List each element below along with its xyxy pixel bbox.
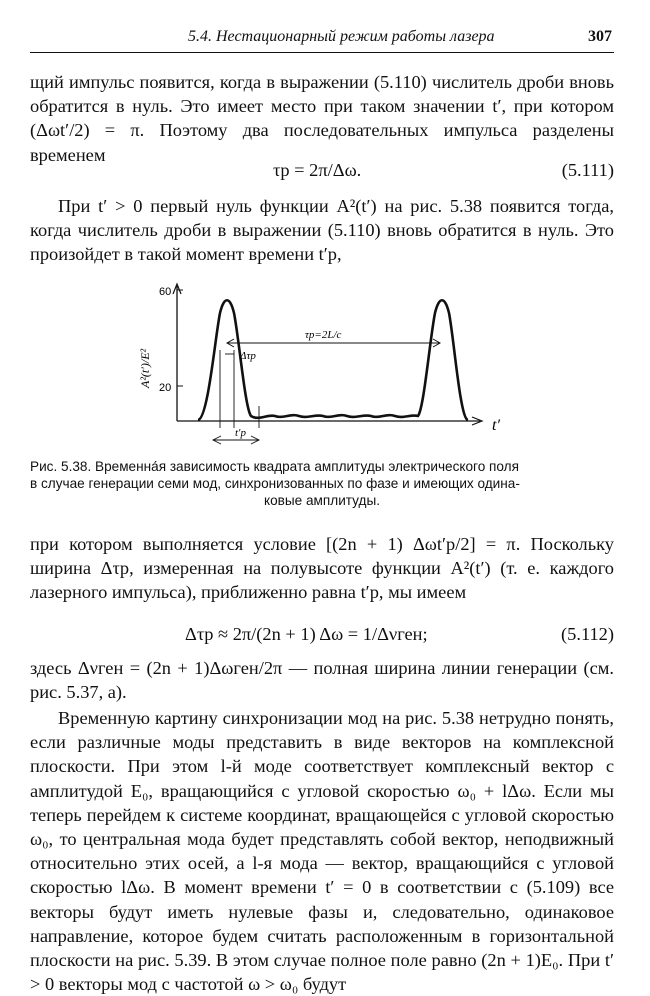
tp-label: t′p: [235, 427, 246, 439]
running-head: [0, 28, 650, 52]
figure-caption: [30, 458, 614, 509]
equation-body: τp = 2π/Δω.: [273, 160, 362, 180]
text-block-3: [30, 532, 614, 605]
y-tick-label-20: 20: [159, 382, 172, 394]
pulse-train-plot: [120, 278, 520, 450]
figure-5-38: [120, 278, 520, 450]
paragraph-1: щий импульс появится, когда в выражении (5.110) числитель дроби вновь обратится в нуль. Это имеет место при таком значении t′, при котором (Δωt′/2) = π. Поэтому два последовательных импульса разделены временем: [30, 72, 614, 165]
x-axis-label: t′: [492, 417, 500, 434]
width-label: Δτp: [240, 350, 256, 362]
caption-line-1: Рис. 5.38. Временна́я зависимость квадрата амплитуды электрического поля: [30, 459, 519, 474]
page-number: 307: [588, 28, 612, 45]
equation-5-112: [30, 624, 614, 650]
y-axis-label: A²(t′)/E²: [138, 348, 152, 388]
equation-number: (5.111): [561, 160, 614, 180]
paragraph-2: При t′ > 0 первый нуль функции A²(t′) на рис. 5.38 появится тогда, когда числитель дроби в выражении (5.110) вновь обратится в нуль. Это произойдет в такой момент времени t′p,: [30, 196, 614, 265]
equation-5-111: [30, 160, 614, 186]
paragraph-5: Временную картину синхронизации мод на рис. 5.38 нетрудно понять, если различные моды представить в виде векторов на комплексной плоскости. При этом l-й моде соответствует комплексный вектор с амплитудой E₀, вращающийся с угловой скоростью ω₀ + lΔω. Если мы теперь перейдем к системе координат, вращающейся с угловой скоростью ω₀, то центральная мода будет представлять собой вектор, неподвижный относительно этих осей, а l-я мода — вектор, вращающийся с угловой скоростью lΔω. В момент времени t′ = 0 в соответствии с (5.109) все векторы будут иметь нулевые фазы и, следовательно, одинаковое направление, которое будем считать расположенным в горизонтальной плоскости на рис. 5.39. В этом случае полное поле равно (2n + 1)E₀. При t′ > 0 векторы мод с частотой ω > ω₀ будут: [30, 708, 614, 995]
equation-body: Δτp ≈ 2π/(2n + 1) Δω = 1/Δνген;: [185, 624, 428, 644]
y-tick-label-60: 60: [159, 286, 172, 298]
text-block-5: [30, 706, 614, 996]
paragraph-4: здесь Δνген = (2n + 1)Δωген/2π — полная ширина линии генерации (см. рис. 5.37, a).: [30, 658, 614, 703]
header-rule: [30, 52, 614, 53]
text-block-4: [30, 656, 614, 704]
pulse-curve: [198, 300, 468, 420]
caption-line-3: ковые амплитуды.: [264, 493, 380, 508]
running-title: 5.4. Нестационарный режим работы лазера: [188, 28, 495, 45]
text-block-2: [30, 194, 614, 267]
text-block-1: [30, 70, 614, 167]
paragraph-3: при котором выполняется условие [(2n + 1) Δωt′p/2] = π. Поскольку ширина Δτp, измеренная на полувысоте функции A²(t′) (т. е. каждого лазерного импульса), приближенно равна t′p, мы имеем: [30, 534, 614, 603]
period-label: τp=2L/c: [305, 329, 342, 341]
caption-line-2: в случае генерации семи мод, синхронизованных по фазе и имеющих одина-: [30, 476, 520, 491]
equation-number: (5.112): [561, 624, 614, 644]
